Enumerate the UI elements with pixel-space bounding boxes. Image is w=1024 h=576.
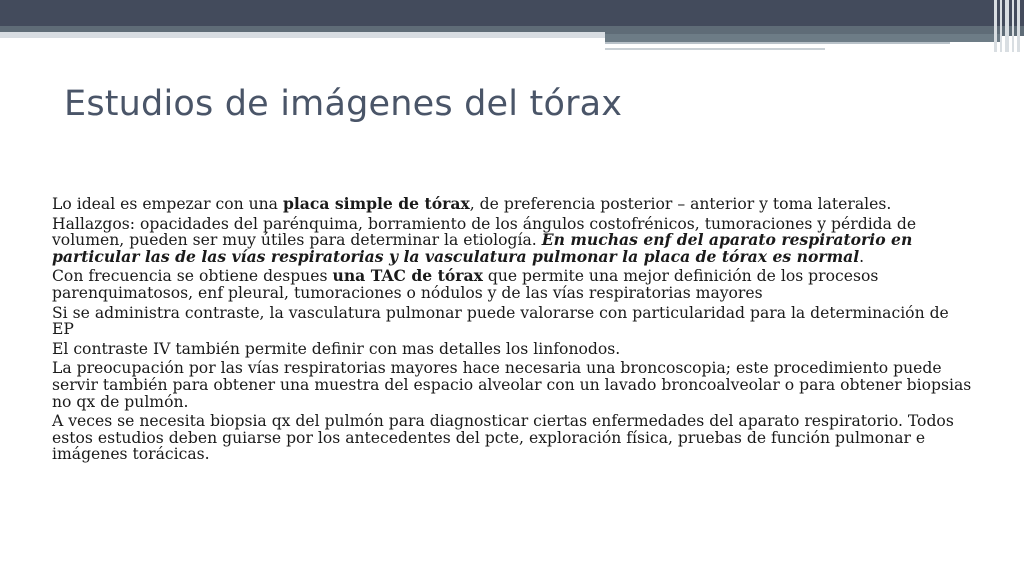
paragraph: La preocupación por las vías respiratorias mayores hace necesaria una broncoscopia; este procedimiento puede servir también para obtener una muestra del espacio alveolar con un lavado broncoalveolar o para obtener biopsias no qx de pulmón.: [52, 359, 972, 411]
header-stripes: [990, 0, 1024, 52]
paragraph: Con frecuencia se obtiene despues una TAC de tórax que permite una mejor definición de los procesos parenquimatosos, enf pleural, tumoraciones o nódulos y de las vías respiratorias mayores: [52, 266, 879, 302]
paragraph: A veces se necesita biopsia qx del pulmón para diagnosticar ciertas enfermedades del aparato respiratorio. Todos estos estudios deben guiarse por los antecedentes del pcte, exploración física, pruebas de función pulmonar e imágenes torácicas.: [52, 412, 954, 464]
paragraph: Lo ideal es empezar con una placa simple de tórax, de preferencia posterior – anterior y toma laterales.: [52, 194, 892, 213]
paragraph: El contraste IV también permite definir con mas detalles los linfonodos.: [52, 339, 621, 358]
slide-title: Estudios de imágenes del tórax: [64, 84, 623, 124]
top-bar: [0, 0, 1024, 26]
header-thin-lines: [605, 42, 1000, 52]
header-band-right: [605, 34, 1000, 42]
paragraph: Hallazgos: opacidades del parénquima, borramiento de los ángulos costofrénicos, tumoraciones y pérdida de volumen, pueden ser muy útiles para determinar la etiología. En muchas enf del aparato respiratorio en particular las de las vías respiratorias y la vasculatura pulmonar la placa de tórax es normal.: [52, 214, 917, 266]
slide-body: [52, 196, 972, 466]
paragraph: Si se administra contraste, la vasculatura pulmonar puede valorarse con particularidad para la determinación de EP: [52, 303, 949, 339]
header-band-light: [0, 32, 605, 38]
